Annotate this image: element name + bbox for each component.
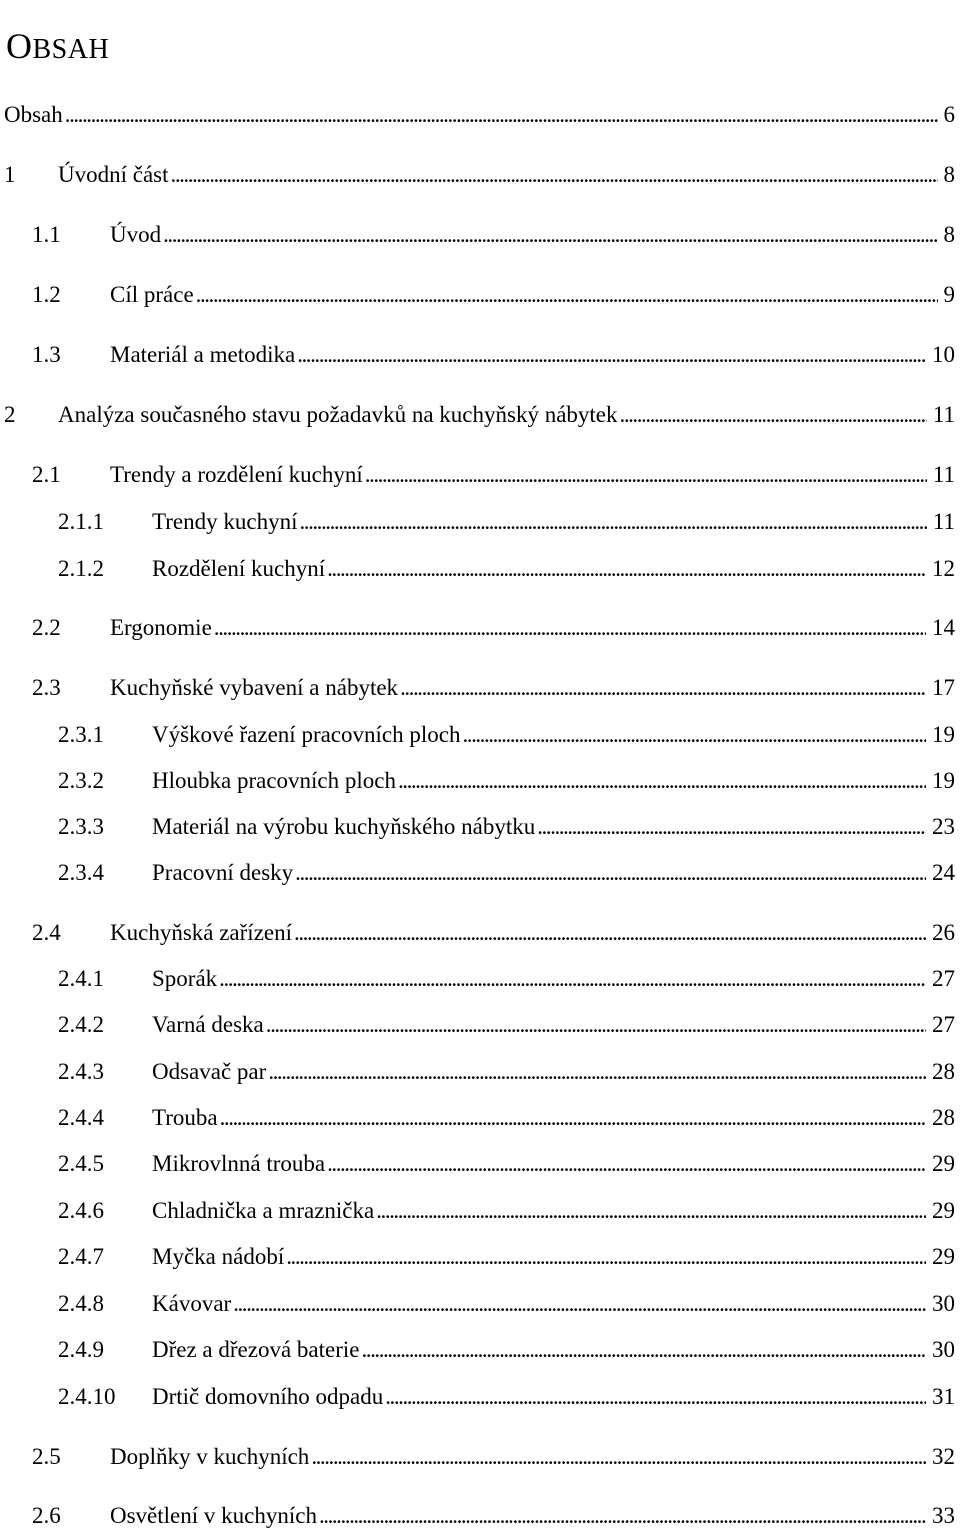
- toc-entry[interactable]: [4, 400, 955, 430]
- page-title-initial: O: [6, 26, 33, 67]
- toc-entry-page: 17: [932, 675, 955, 700]
- toc-entry-number: 2.1.2: [58, 556, 104, 581]
- toc-entry-number: 2.4.7: [58, 1244, 104, 1269]
- toc-entry[interactable]: [32, 220, 955, 250]
- toc-entry-number: 2.3.4: [58, 860, 104, 885]
- toc-leader: [268, 1057, 926, 1087]
- toc-entry[interactable]: [32, 673, 955, 703]
- toc-entry[interactable]: [58, 720, 955, 750]
- toc-entry[interactable]: [58, 1057, 955, 1087]
- toc-entry-page: 11: [932, 509, 955, 534]
- toc-leader: [385, 1382, 926, 1412]
- toc-entry-title: Úvod: [110, 222, 162, 247]
- toc-entry-page: 27: [932, 966, 955, 991]
- toc-entry-page: 29: [932, 1198, 955, 1223]
- page-title-rest: BSAH: [32, 34, 110, 66]
- toc-leader: [365, 460, 927, 490]
- toc-entry-number: 2.3: [32, 675, 61, 700]
- toc-entry-title: Odsavač par: [152, 1059, 267, 1084]
- toc-leader: [327, 554, 926, 584]
- toc-leader: [311, 1442, 926, 1472]
- toc-entry[interactable]: [4, 100, 955, 130]
- toc-entry-number: 2.6: [32, 1503, 61, 1528]
- toc-entry-page: 30: [932, 1291, 955, 1316]
- toc-entry-page: 8: [943, 162, 955, 187]
- toc-entry-number: 2.1: [32, 462, 61, 487]
- toc-entry-number: 2.3.2: [58, 768, 104, 793]
- toc-entry-number: 1.3: [32, 342, 61, 367]
- toc-entry-page: 11: [932, 462, 955, 487]
- toc-leader: [65, 100, 938, 130]
- toc-entry-title: Osvětlení v kuchyních: [110, 1503, 317, 1528]
- toc-entry-title: Materiál a metodika: [110, 342, 296, 367]
- toc-entry-number: 2.4.5: [58, 1151, 104, 1176]
- toc-entry-title: Sporák: [152, 966, 218, 991]
- toc-entry-title: Kávovar: [152, 1291, 232, 1316]
- toc-entry[interactable]: [32, 613, 955, 643]
- page-title: [6, 24, 109, 72]
- toc-leader: [327, 1149, 926, 1179]
- toc-leader: [163, 220, 937, 250]
- toc-entry[interactable]: [58, 812, 955, 842]
- toc-entry-title: Trendy a rozdělení kuchyní: [110, 462, 363, 487]
- toc-entry-page: 9: [943, 282, 955, 307]
- toc-entry-title: Kuchyňská zařízení: [110, 920, 293, 945]
- toc-entry[interactable]: [32, 1442, 955, 1472]
- toc-entry-page: 29: [932, 1244, 955, 1269]
- toc-leader: [376, 1196, 926, 1226]
- toc-entry-page: 23: [932, 814, 955, 839]
- toc-entry-title: Pracovní desky: [152, 860, 294, 885]
- toc-leader: [266, 1010, 926, 1040]
- toc-entry-page: 12: [932, 556, 955, 581]
- toc-entry[interactable]: [58, 1242, 955, 1272]
- toc-leader: [620, 400, 927, 430]
- toc-entry-page: 32: [932, 1444, 955, 1469]
- toc-entry-number: 2: [4, 402, 16, 427]
- toc-entry-number: 2.4: [32, 920, 61, 945]
- toc-entry-number: 2.4.3: [58, 1059, 104, 1084]
- toc-entry-page: 6: [943, 102, 955, 127]
- toc-entry-number: 2.4.9: [58, 1337, 104, 1362]
- toc-entry-page: 11: [932, 402, 955, 427]
- toc-entry-page: 27: [932, 1012, 955, 1037]
- toc-entry-number: 2.4.6: [58, 1198, 104, 1223]
- toc-entry-number: 2.4.4: [58, 1105, 104, 1130]
- toc-entry[interactable]: [58, 1103, 955, 1133]
- toc-entry-number: 1: [4, 162, 16, 187]
- toc-entry-title: Rozdělení kuchyní: [152, 556, 326, 581]
- toc-entry-number: 2.2: [32, 615, 61, 640]
- toc-leader: [462, 720, 926, 750]
- toc-entry[interactable]: [58, 554, 955, 584]
- toc-entry-title: Doplňky v kuchyních: [110, 1444, 310, 1469]
- toc-entry-title: Analýza současného stavu požadavků na kuchyňský nábytek: [58, 402, 618, 427]
- toc-entry-title: Úvodní část: [58, 162, 169, 187]
- toc-entry-page: 24: [932, 860, 955, 885]
- toc-leader: [400, 673, 926, 703]
- toc-entry-number: 1.1: [32, 222, 61, 247]
- toc-entry-title: Drtič domovního odpadu: [152, 1384, 384, 1409]
- toc-entry[interactable]: [58, 1196, 955, 1226]
- toc-entry-number: 2.4.10: [58, 1384, 116, 1409]
- toc-entry[interactable]: [58, 1289, 955, 1319]
- toc-entry[interactable]: [58, 1010, 955, 1040]
- toc-entry-page: 28: [932, 1059, 955, 1084]
- toc-entry[interactable]: [58, 858, 955, 888]
- toc-entry-number: 2.4.2: [58, 1012, 104, 1037]
- toc-entry-title: Kuchyňské vybavení a nábytek: [110, 675, 399, 700]
- toc-entry-number: 2.4.8: [58, 1291, 104, 1316]
- toc-entry-page: 14: [932, 615, 955, 640]
- toc-leader: [319, 1501, 926, 1531]
- toc-leader: [286, 1242, 926, 1272]
- toc-entry[interactable]: [32, 280, 955, 310]
- toc-leader: [219, 964, 926, 994]
- toc-entry[interactable]: [58, 766, 955, 796]
- toc-leader: [294, 918, 926, 948]
- toc-entry[interactable]: [32, 918, 955, 948]
- toc-leader: [233, 1289, 926, 1319]
- toc-entry[interactable]: [32, 340, 955, 370]
- toc-leader: [362, 1335, 927, 1365]
- toc-leader: [297, 340, 926, 370]
- toc-leader: [220, 1103, 926, 1133]
- toc-entry-number: 1.2: [32, 282, 61, 307]
- toc-entry-page: 29: [932, 1151, 955, 1176]
- toc-leader: [537, 812, 926, 842]
- toc-entry[interactable]: [58, 507, 955, 537]
- toc-entry-page: 28: [932, 1105, 955, 1130]
- toc-entry-page: 31: [932, 1384, 955, 1409]
- toc-entry[interactable]: [58, 964, 955, 994]
- toc-leader: [214, 613, 926, 643]
- toc-entry-title: Materiál na výrobu kuchyňského nábytku: [152, 814, 536, 839]
- toc-leader: [295, 858, 926, 888]
- toc-entry-page: 19: [932, 768, 955, 793]
- toc-entry[interactable]: [32, 1501, 955, 1531]
- toc-entry-number: 2.3.3: [58, 814, 104, 839]
- toc-entry-page: 26: [932, 920, 955, 945]
- toc-entry-title: Hloubka pracovních ploch: [152, 768, 396, 793]
- toc-entry[interactable]: [4, 160, 955, 190]
- toc-entry[interactable]: [58, 1149, 955, 1179]
- toc-entry-title: Trouba: [152, 1105, 218, 1130]
- toc-entry-title: Obsah: [4, 102, 63, 127]
- toc-leader: [299, 507, 926, 537]
- toc-entry-title: Ergonomie: [110, 615, 212, 640]
- toc-leader: [196, 280, 938, 310]
- toc-entry-title: Trendy kuchyní: [152, 509, 298, 534]
- toc-entry-title: Mikrovlnná trouba: [152, 1151, 326, 1176]
- toc-entry-title: Dřez a dřezová baterie: [152, 1337, 360, 1362]
- toc-entry-title: Chladnička a mraznička: [152, 1198, 375, 1223]
- toc-leader: [398, 766, 926, 796]
- toc-entry-page: 10: [932, 342, 955, 367]
- toc-entry[interactable]: [58, 1382, 955, 1412]
- toc-entry-page: 33: [932, 1503, 955, 1528]
- toc-entry-page: 30: [932, 1337, 955, 1362]
- toc-entry[interactable]: [58, 1335, 955, 1365]
- toc-leader: [171, 160, 938, 190]
- toc-entry-title: Výškové řazení pracovních ploch: [152, 722, 461, 747]
- toc-entry-number: 2.5: [32, 1444, 61, 1469]
- toc-entry-number: 2.1.1: [58, 509, 104, 534]
- toc-entry-page: 19: [932, 722, 955, 747]
- toc-entry-number: 2.3.1: [58, 722, 104, 747]
- toc-entry[interactable]: [32, 460, 955, 490]
- toc-entry-title: Cíl práce: [110, 282, 194, 307]
- toc-entry-number: 2.4.1: [58, 966, 104, 991]
- toc-entry-page: 8: [943, 222, 955, 247]
- toc-entry-title: Varná deska: [152, 1012, 264, 1037]
- toc-entry-title: Myčka nádobí: [152, 1244, 285, 1269]
